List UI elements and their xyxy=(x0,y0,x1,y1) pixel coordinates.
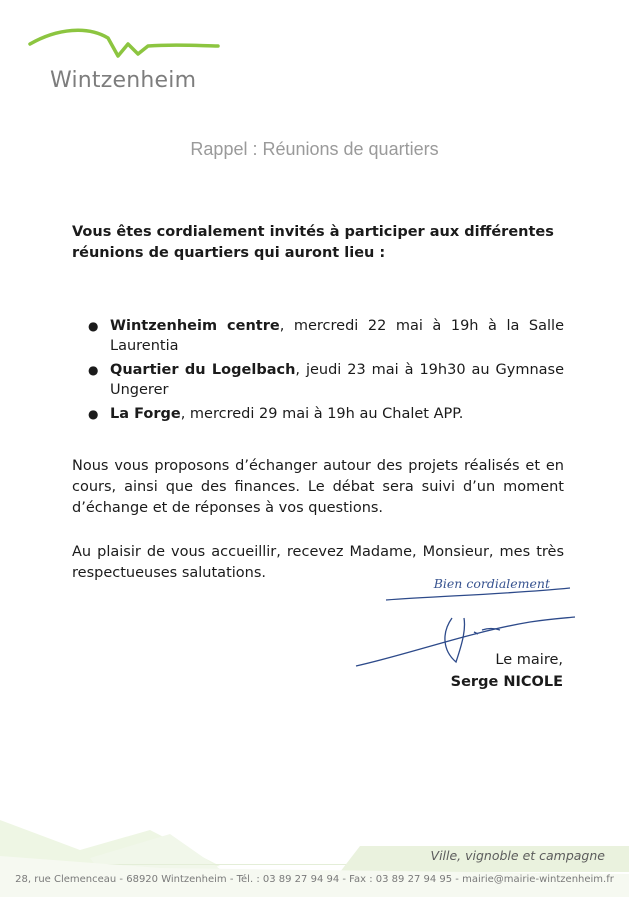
body-paragraph: Nous vous proposons d’échanger autour des projets réalisés et en cours, ainsi que des finances. Le débat sera suivi d’un moment d’échange et de réponses à vos questions. xyxy=(72,458,564,516)
event-details: , mercredi 22 mai à 19h à la Salle Laurentia xyxy=(110,318,564,354)
list-item xyxy=(72,404,564,424)
signoff-block xyxy=(451,649,563,693)
page-title: Rappel : Réunions de quartiers xyxy=(190,139,439,159)
event-details: , jeudi 23 mai à 19h30 au Gymnase Ungerer xyxy=(110,362,564,398)
logo-wave-icon xyxy=(28,24,228,74)
bullet-icon: ● xyxy=(88,319,99,333)
meeting-list xyxy=(72,316,564,428)
signer-role: Le maire, xyxy=(495,652,563,668)
footer-tagline: Ville, vignoble et campagne xyxy=(430,848,605,863)
list-item xyxy=(72,316,564,356)
signature-note: Bien cordialement xyxy=(433,576,550,591)
logo-text: Wintzenheim xyxy=(50,68,197,93)
closing-paragraph: Au plaisir de vous accueillir, recevez Madame, Monsieur, mes très respectueuses salutations. xyxy=(72,544,564,581)
bullet-icon: ● xyxy=(88,363,99,377)
event-details: , mercredi 29 mai à 19h au Chalet APP. xyxy=(180,406,464,422)
footer-address: 28, rue Clemenceau - 68920 Wintzenheim - Tél. : 03 89 27 94 94 - Fax : 03 89 27 94 95 - mairie@mairie-wintzenheim.fr xyxy=(15,874,614,885)
bullet-icon: ● xyxy=(88,407,99,421)
event-name: Wintzenheim centre xyxy=(110,318,280,334)
list-item xyxy=(72,360,564,400)
wintzenheim-logo xyxy=(28,24,228,94)
intro-text: Vous êtes cordialement invités à participer aux différentes réunions de quartiers qui auront lieu : xyxy=(72,224,554,261)
signer-name: Serge NICOLE xyxy=(450,674,563,690)
event-name: La Forge xyxy=(110,406,181,422)
event-name: Quartier du Logelbach xyxy=(110,362,296,378)
